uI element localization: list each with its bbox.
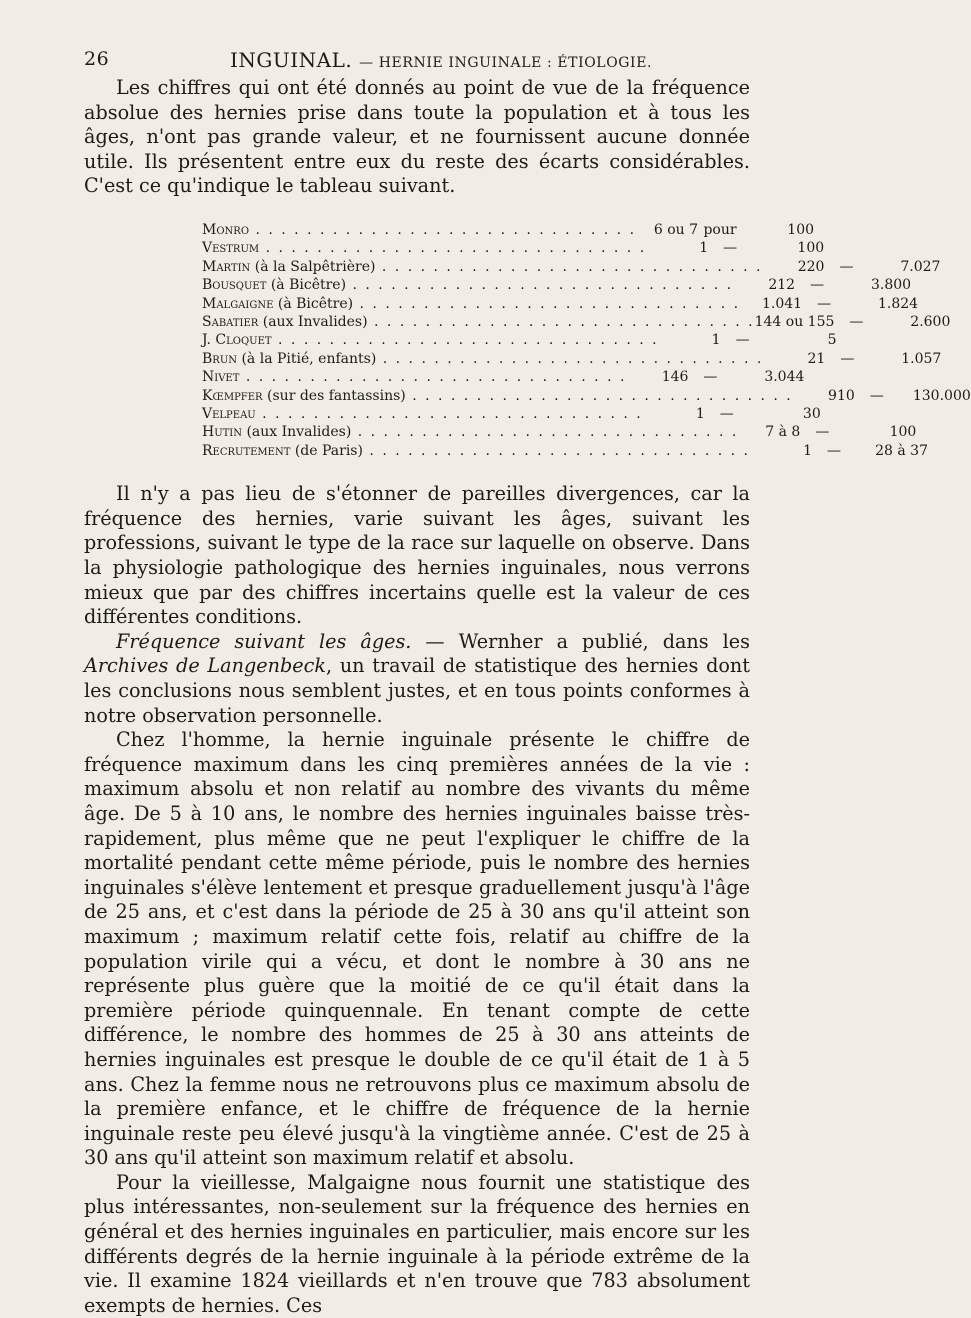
- table-row: [202, 221, 815, 239]
- value-b: —: [810, 277, 825, 294]
- row-detail: (à Bicêtre): [277, 295, 354, 312]
- table-row: [202, 405, 821, 423]
- dot-leader: . . . . . . . . . . . . . . . . . . . . . . . . . . . . . .: [259, 240, 647, 257]
- value-c: 30: [802, 406, 821, 423]
- value-c: 100: [889, 424, 917, 441]
- value-c: 130.000: [912, 387, 971, 404]
- statistics-table: [202, 221, 971, 460]
- table-row: [202, 331, 837, 349]
- row-detail: (sur des fantassins): [267, 387, 406, 404]
- value-b: —: [840, 350, 855, 367]
- author-name: J. Cloquet: [202, 332, 272, 349]
- table-row: [202, 258, 941, 276]
- value-b: —: [817, 295, 832, 312]
- value-a: 1: [803, 442, 812, 459]
- row-label: [202, 368, 626, 386]
- author-name: Kœmpfer: [202, 387, 263, 404]
- value-c: 7.027: [900, 258, 941, 275]
- author-name: Bousquet: [202, 277, 267, 294]
- value-a: 220: [797, 258, 825, 275]
- dot-leader: . . . . . . . . . . . . . . . . . . . . . . . . . . . . . .: [351, 424, 739, 441]
- table-row: [202, 313, 951, 331]
- table-row: [202, 350, 942, 368]
- row-label: [202, 350, 763, 368]
- author-name: Recrutement: [202, 442, 291, 459]
- row-detail: (de Paris): [294, 442, 363, 459]
- value-c: 100: [797, 240, 825, 257]
- row-label: [202, 239, 646, 257]
- table-row: [202, 387, 971, 405]
- value-a: 212: [768, 277, 796, 294]
- value-b: —: [849, 314, 864, 330]
- row-detail: (aux Invalides): [262, 314, 368, 330]
- author-name: Monro: [202, 221, 250, 238]
- value-a: 6 ou 7: [653, 221, 699, 238]
- author-name: Malgaigne: [202, 295, 274, 312]
- row-label: [202, 258, 762, 276]
- frequency-paragraph: [84, 630, 750, 728]
- value-a: 21: [807, 350, 826, 367]
- row-label: [202, 221, 636, 239]
- value-b: —: [826, 442, 841, 459]
- table-row: [202, 295, 919, 313]
- value-b: —: [815, 424, 830, 441]
- row-label: [202, 295, 740, 313]
- value-c: 1.824: [878, 295, 919, 312]
- men-paragraph: Chez l'homme, la hernie inguinale présente le chiffre de fréquence maximum dans les cinq premières années de la vie : maximum absolu et non relatif au nombre des vivants du même âge. De 5 à 10 ans, le nombre des hernies inguinales baisse très-rapidement, plus même que ne peut l'expliquer le chiffre de la mortalité pendant cette même période, puis le nombre des hernies inguinales s'élève lentement et presque graduellement jusqu'à l'âge de 25 ans, et c'est dans la période de 25 à 30 ans qu'il atteint son maximum ; maximum relatif cette fois, relatif au chiffre de la population virile qui a vécu, et dont le nombre à 30 ans ne représente plus guère que la moitié de ce qu'il était dans la première période quinquennale. En tenant compte de cette différence, le nombre des hommes de 25 à 30 ans atteints de hernies inguinales est presque le double de ce qu'il était de 1 à 5 ans. Chez la femme nous ne retrouvons plus ce maximum absolu de la première enfance, et le chiffre de fréquence de la hernie inguinale reste peu élevé jusqu'à la vingtième année. C'est de 25 à 30 ans qu'il atteint son maximum relatif et absolu.: [84, 728, 750, 1170]
- value-a: 144 ou 155: [754, 314, 835, 330]
- value-c: 28 à 37: [875, 442, 928, 459]
- old-age-paragraph: Pour la vieillesse, Malgaigne nous fournit une statistique des plus intéressantes, non-seulement sur la fréquence des hernies en général et des hernies inguinales en particulier, mais encore sur les différents degrés de la hernie inguinale à la période extrême de la vie. Il examine 1824 vieillards et n'en trouve que 783 absolument exempts de hernies. Ces: [84, 1170, 750, 1317]
- value-b: —: [869, 387, 884, 404]
- value-c: 2.600: [910, 314, 951, 330]
- value-b: —: [723, 240, 738, 257]
- row-detail: (à Bicêtre): [270, 277, 347, 294]
- value-b: —: [703, 369, 718, 386]
- dot-leader: . . . . . . . . . . . . . . . . . . . . . . . . . . . . . .: [249, 221, 637, 238]
- dot-leader: . . . . . . . . . . . . . . . . . . . . . . . . . . . . . .: [239, 369, 627, 386]
- running-title-main: INGUINAL.: [230, 48, 353, 72]
- dot-leader: . . . . . . . . . . . . . . . . . . . . . . . . . . . . . .: [405, 387, 793, 404]
- running-subtitle: — HERNIE INGUINALE : ÉTIOLOGIE.: [359, 55, 653, 71]
- value-a: 146: [661, 369, 689, 386]
- author-name: Martin: [202, 258, 251, 275]
- value-b: pour: [703, 221, 737, 238]
- divergences-paragraph: Il n'y a pas lieu de s'étonner de pareilles divergences, car la fréquence des hernies, varie suivant les âges, suivant les professions, suivant le type de la race sur laquelle on observe. Dans la physiologie pathologique des hernies inguinales, nous verrons mieux que par des chiffres incertains quelle est la valeur de ces différentes conditions.: [84, 482, 750, 629]
- dot-leader: . . . . . . . . . . . . . . . . . . . . . . . . . . . . . .: [376, 350, 764, 367]
- author-name: Velpeau: [202, 406, 256, 423]
- journal-title: Archives de Langenbeck: [84, 654, 326, 678]
- value-a: 1: [695, 406, 705, 423]
- page-number: 26: [84, 48, 110, 70]
- author-name: Vestrum: [202, 240, 260, 257]
- author-name: Sabatier: [202, 314, 259, 330]
- dot-leader: . . . . . . . . . . . . . . . . . . . . . . . . . . . . . .: [367, 314, 755, 330]
- table-row: [202, 442, 928, 460]
- dot-leader: . . . . . . . . . . . . . . . . . . . . . . . . . . . . . .: [271, 332, 659, 349]
- dot-leader: . . . . . . . . . . . . . . . . . . . . . . . . . . . . . .: [255, 406, 643, 423]
- row-label: [202, 313, 755, 331]
- row-label: [202, 405, 643, 423]
- running-title: [230, 48, 652, 72]
- row-label: [202, 387, 793, 405]
- table-row: [202, 423, 917, 441]
- value-c: 100: [787, 221, 815, 238]
- table-row: [202, 368, 805, 386]
- value-a: 1.041: [762, 295, 803, 312]
- row-label: [202, 442, 750, 460]
- value-b: —: [719, 406, 734, 423]
- value-a: 1: [699, 240, 709, 257]
- row-label: [202, 331, 659, 349]
- author-name: Brun: [202, 350, 237, 367]
- value-a: 1: [711, 332, 721, 349]
- dot-leader: . . . . . . . . . . . . . . . . . . . . . . . . . . . . . .: [362, 442, 750, 459]
- table-row: [202, 239, 825, 257]
- dot-leader: . . . . . . . . . . . . . . . . . . . . . . . . . . . . . .: [375, 258, 763, 275]
- author-name: Nivet: [202, 369, 240, 386]
- running-header: [84, 40, 750, 76]
- row-detail: (à la Salpêtrière): [254, 258, 376, 275]
- value-c: 3.044: [764, 369, 805, 386]
- frequency-text-2: , un travail de statistique des hernies dont les conclusions nous semblent justes, et en tous points conformes à notre observation personnelle.: [84, 654, 750, 727]
- frequency-text-1: — Wernher a publié, dans les: [411, 629, 750, 653]
- table-row: [202, 276, 912, 294]
- frequency-heading: Fréquence suivant les âges.: [116, 629, 412, 653]
- value-a: 910: [828, 387, 855, 404]
- row-label: [202, 276, 733, 294]
- value-b: —: [839, 258, 854, 275]
- author-name: Hutin: [202, 424, 243, 441]
- dot-leader: . . . . . . . . . . . . . . . . . . . . . . . . . . . . . .: [353, 295, 741, 312]
- value-c: 3.800: [870, 277, 912, 294]
- row-label: [202, 423, 738, 441]
- value-b: —: [735, 332, 750, 349]
- value-a: 7 à 8: [765, 424, 801, 441]
- intro-paragraph: Les chiffres qui ont été donnés au point de vue de la fréquence absolue des hernies prise dans toute la population et à tous les âges, n'ont pas grande valeur, et ne fournissent aucune donnée utile. Ils présentent entre eux du reste des écarts considérables. C'est ce qu'indique le tableau suivant.: [84, 76, 750, 198]
- row-detail: (à la Pitié, enfants): [241, 350, 377, 367]
- value-c: 5: [827, 332, 837, 349]
- row-detail: (aux Invalides): [246, 424, 352, 441]
- value-c: 1.057: [901, 350, 942, 367]
- dot-leader: . . . . . . . . . . . . . . . . . . . . . . . . . . . . . .: [346, 277, 734, 294]
